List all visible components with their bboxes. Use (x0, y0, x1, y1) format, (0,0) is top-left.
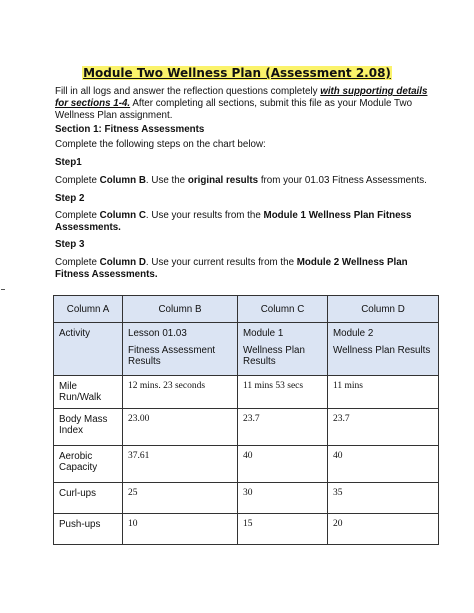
step1-text-c: . Use the (145, 175, 188, 186)
step3-column: Column D (99, 257, 146, 268)
step2-text-c: . Use your results from the (145, 210, 264, 221)
column-b-cell[interactable]: 37.61 (123, 446, 238, 483)
step2-heading: Step 2 (55, 193, 85, 204)
column-c-cell[interactable]: 40 (238, 446, 328, 483)
step3-emphasis: Module 2 Wellness Plan Fitness Assessments. (55, 257, 408, 280)
subheader-column-c (238, 323, 328, 376)
section1-heading: Section 1: Fitness Assessments (55, 124, 205, 135)
activity-cell[interactable]: Mile Run/Walk (54, 376, 123, 409)
subheader-c-line1: Module 1 (243, 328, 284, 339)
intro-text-1: Fill in all logs and answer the reflection questions completely (55, 86, 321, 97)
header-column-d: Column D (328, 296, 439, 323)
column-c-cell[interactable]: 30 (238, 483, 328, 514)
table-subheader-row (54, 323, 439, 376)
document-title: Module Two Wellness Plan (Assessment 2.08) (83, 66, 391, 80)
subheader-b-line1: Lesson 01.03 (128, 328, 187, 339)
step1-text-a: Complete (55, 175, 100, 186)
column-d-cell[interactable]: 40 (328, 446, 439, 483)
table-row (54, 376, 439, 409)
table-row (54, 446, 439, 483)
step3-text-c: . Use your current results from the (145, 257, 297, 268)
step1-heading: Step1 (55, 157, 82, 168)
subheader-c-line2: Wellness Plan Results (243, 345, 305, 367)
subheader-d-line2: Wellness Plan Results (333, 345, 431, 356)
step2-emphasis: Module 1 Wellness Plan Fitness Assessments. (55, 210, 412, 233)
subheader-column-d (328, 323, 439, 376)
title-block (0, 64, 474, 82)
step3-heading: Step 3 (55, 239, 85, 250)
activity-cell[interactable]: Push-ups (54, 514, 123, 545)
step2-text (55, 210, 435, 234)
column-d-cell[interactable]: 23.7 (328, 409, 439, 446)
step1-text (55, 175, 435, 187)
intro-text-2: After completing all sections, submit this file as your Module Two Wellness Plan assignment. (55, 98, 413, 121)
subheader-d-line1: Module 2 (333, 328, 374, 339)
column-d-cell[interactable]: 11 mins (328, 376, 439, 409)
activity-cell[interactable]: Body Mass Index (54, 409, 123, 446)
activity-cell[interactable]: Aerobic Capacity (54, 446, 123, 483)
subheader-column-b (123, 323, 238, 376)
column-c-cell[interactable]: 23.7 (238, 409, 328, 446)
column-d-cell[interactable]: 20 (328, 514, 439, 545)
column-b-cell[interactable]: 25 (123, 483, 238, 514)
column-b-cell[interactable]: 12 mins. 23 seconds (123, 376, 238, 409)
section1-instruction: Complete the following steps on the chart below: (55, 139, 266, 150)
column-b-cell[interactable]: 10 (123, 514, 238, 545)
intro-emphasis: with supporting details for sections 1-4. (55, 86, 428, 109)
step1-emphasis: original results (187, 175, 259, 186)
header-column-b: Column B (123, 296, 238, 323)
margin-mark (1, 289, 5, 290)
column-c-cell[interactable]: 11 mins 53 secs (238, 376, 328, 409)
step2-column: Column C (99, 210, 146, 221)
fitness-assessment-table (53, 295, 439, 545)
subheader-b-line2: Fitness Assessment Results (128, 345, 216, 367)
step3-text (55, 257, 435, 281)
step1-column: Column B (99, 175, 146, 186)
table-row (54, 409, 439, 446)
step1-text-e: from your 01.03 Fitness Assessments. (258, 175, 427, 186)
header-column-c: Column C (238, 296, 328, 323)
table-row (54, 514, 439, 545)
intro-paragraph (55, 86, 435, 122)
column-b-cell[interactable]: 23.00 (123, 409, 238, 446)
column-c-cell[interactable]: 15 (238, 514, 328, 545)
table-header-row (54, 296, 439, 323)
table-row (54, 483, 439, 514)
subheader-activity: Activity (54, 323, 123, 376)
step2-text-a: Complete (55, 210, 100, 221)
step3-text-a: Complete (55, 257, 100, 268)
column-d-cell[interactable]: 35 (328, 483, 439, 514)
header-column-a: Column A (54, 296, 123, 323)
activity-cell[interactable]: Curl-ups (54, 483, 123, 514)
